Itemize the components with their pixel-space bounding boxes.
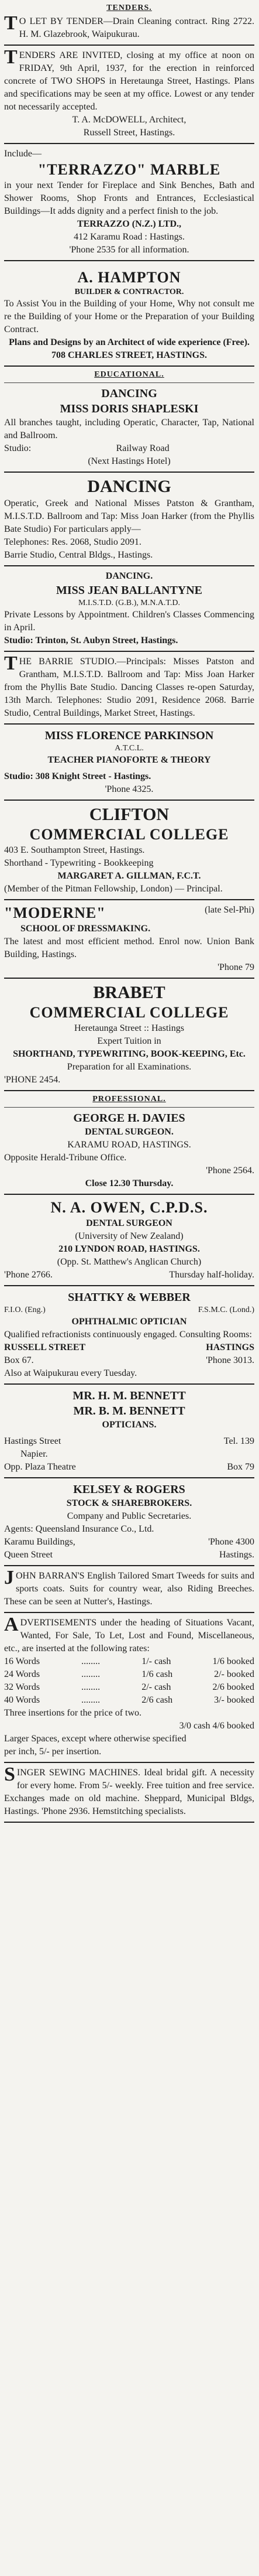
role: OPTICIANS. (102, 1420, 157, 1430)
newspaper-page (0, 4, 259, 2576)
dropcap: T (4, 12, 18, 34)
street: Queen Street (4, 1550, 53, 1560)
divider (4, 1383, 254, 1385)
dropcap: J (4, 1567, 14, 1588)
shapleski-ad (4, 386, 254, 468)
divider (4, 899, 254, 900)
divider (4, 382, 254, 383)
advertisement-rates (4, 1614, 254, 1758)
divider (4, 1822, 254, 1823)
divider (4, 800, 254, 801)
three-insertions-price: 3/0 cash 4/6 booked (179, 1721, 254, 1731)
owen-ad (4, 1198, 254, 1282)
rate-row (4, 1655, 254, 1668)
divider (4, 472, 254, 473)
quals-left: F.I.O. (Eng.) (4, 1306, 46, 1314)
kelsey-ad (4, 1482, 254, 1562)
ad-text: Private Lessons by Appointment. Children's Classes Commencing in April. (4, 610, 254, 633)
divider (4, 1612, 254, 1613)
ad-text: DVERTISEMENTS under the heading of Situations Vacant, Wanted, For Sale, To Let, Lost and Found, Miscellaneous, etc., are inserted at the following rates: (4, 1618, 254, 1653)
ad-text: in your next Tender for Fireplace and Sink Benches, Bath and Shower Rooms, Shop Fronts and Entrances, Ecclesiastical Buildings—It adds dignity and a perfect finish to the job. (4, 180, 254, 216)
expert: Expert Tuition in (97, 1036, 161, 1046)
divider (4, 260, 254, 261)
also: Also at Waipukurau every Tuesday. (4, 1368, 137, 1378)
divider (4, 1090, 254, 1091)
ad-text: Qualified refractionists continuously engaged. Consulting Rooms: (4, 1330, 252, 1340)
subjects: Shorthand - Typewriting - Bookkeeping (4, 858, 154, 868)
divider (4, 1762, 254, 1763)
parkinson-ad (4, 728, 254, 796)
ad-text: Operatic, Greek and National Misses Patston & Grantham, M.I.S.T.D. Ballroom and Tap: Miss Joan Harker (from the Phyllis Bate Studio) For particulars apply— (4, 498, 254, 534)
role: DENTAL SURGEON. (85, 1127, 174, 1137)
phones: Telephones: Res. 2068, Studio 2091. (4, 537, 141, 547)
divider (4, 1285, 254, 1286)
ad-text: INGER SEWING MACHINES. Ideal bridal gift. A necessity for every home. From 5/- weekly. Free tuition and free service. Exchanges made on old machine. Sheppard, Municipal Bldgs, Hastings. 'Phone 2936. Hemstitching specialists. (4, 1768, 254, 1816)
studio: Studio: Trinton, St. Aubyn Street, Hastings. (4, 636, 178, 645)
dropcap: A (4, 1614, 19, 1635)
name: MISS DORIS SHAPLESKI (60, 402, 199, 415)
half: Thursday half-holiday. (169, 1270, 254, 1280)
tenders-heading: TENDERS. (106, 4, 152, 12)
rate-dots: ........ (81, 1669, 101, 1679)
larger-spaces-price: per inch, 5/- per insertion. (4, 1747, 102, 1757)
sub: COMMERCIAL COLLEGE (29, 826, 229, 843)
dropcap: T (4, 652, 18, 674)
barran-ad (4, 1567, 254, 1608)
rate-words: 40 Words (4, 1695, 40, 1705)
address: 403 E. Southampton Street, Hastings. (4, 845, 145, 855)
title: DANCING. (105, 571, 153, 581)
principal: MARGARET A. GILLMAN, F.C.T. (57, 871, 201, 881)
divider (4, 1477, 254, 1478)
divider (4, 1194, 254, 1195)
box: Box 79 (227, 1462, 254, 1472)
rate-price: 1/6 cash (141, 1669, 173, 1679)
name: GEORGE H. DAVIES (73, 1112, 185, 1125)
rate-times: 2/6 booked (212, 1682, 254, 1692)
sub: COMMERCIAL COLLEGE (29, 1004, 229, 1021)
uni: (University of New Zealand) (75, 1231, 184, 1241)
ad-text: The latest and most efficient method. Enrol now. Union Bank Building, Hastings. (4, 937, 254, 959)
plans: Plans and Designs by an Architect of wide experience (Free). (9, 337, 250, 347)
quals-right: F.S.M.C. (Lond.) (198, 1306, 254, 1314)
role: STOCK & SHAREBROKERS. (66, 1498, 192, 1508)
larger-spaces: Larger Spaces, except where otherwise specified (4, 1734, 187, 1744)
quals: M.I.S.T.D. (G.B.), M.N.A.T.D. (78, 599, 181, 607)
rate-dots: ........ (81, 1656, 101, 1666)
hampton-name: A. HAMPTON (77, 269, 181, 286)
opp: Opposite Herald-Tribune Office. (4, 1153, 127, 1163)
ad-text: To Assist You in the Building of your Home, Why not consult me re the Building of your Home or the Preparation of your Building Contract. (4, 299, 254, 334)
divider (4, 723, 254, 725)
rate-times: 1/6 booked (212, 1656, 254, 1666)
city: Napier. (20, 1449, 48, 1459)
phone: 'Phone 79 (217, 962, 254, 972)
educational-heading: EDUCATIONAL. (94, 370, 164, 379)
phone: 'Phone 4325. (105, 784, 154, 794)
terrazzo-title: "TERRAZZO" MARBLE (37, 161, 221, 178)
ballantyne-ad (4, 570, 254, 647)
title: "MODERNE" (4, 904, 106, 921)
studio: Barrie Studio, Central Bldgs., Hastings. (4, 550, 153, 560)
rate-price: 2/6 cash (141, 1695, 173, 1705)
phone: 'Phone 4300 (208, 1537, 254, 1547)
divider (4, 143, 254, 144)
rate-row (4, 1694, 254, 1707)
city: Hastings. (219, 1550, 254, 1560)
patston-ad (4, 476, 254, 562)
moderne-ad (4, 904, 254, 974)
rate-price: 1/- cash (141, 1656, 171, 1666)
divider (4, 1107, 254, 1108)
rate-words: 32 Words (4, 1682, 40, 1692)
ad-text: HE BARRIE STUDIO.—Principals: Misses Patston and Grantham, M.I.S.T.D. Ballroom and Tap: Miss Joan Harker from the Phyllis Bate Studio. Dancing Classes re-open Saturday, 13th March. Telephones: Studio 2091, Residence 2068. Barrie Studio, Central Buildings, Market Street, Hastings. (4, 657, 254, 718)
street: RUSSELL STREET (4, 1342, 86, 1352)
davies-ad (4, 1111, 254, 1190)
title: DANCING (101, 387, 157, 400)
street: Hastings Street (4, 1436, 61, 1446)
tender-ad-shops (4, 46, 254, 139)
address: 708 CHARLES STREET, HASTINGS. (51, 350, 207, 360)
phone: 'Phone 2535 for all information. (69, 245, 189, 255)
name: KELSEY & ROGERS (73, 1483, 185, 1496)
quals: A.T.C.L. (115, 744, 144, 753)
address: Heretaunga Street :: Hastings (74, 1023, 184, 1033)
rate-row (4, 1681, 254, 1694)
divider (4, 45, 254, 46)
divider (4, 978, 254, 979)
divider (4, 651, 254, 652)
hampton-ad (4, 265, 254, 362)
divider (4, 565, 254, 566)
school: SCHOOL OF DRESSMAKING. (20, 924, 151, 934)
studio-label: Studio: (4, 443, 32, 453)
dropcap: S (4, 1764, 15, 1785)
shattky-ad (4, 1290, 254, 1380)
divider (4, 1565, 254, 1566)
close: Close 12.30 Thursday. (85, 1178, 174, 1188)
barrie-studio-ad (4, 652, 254, 720)
role: DENTAL SURGEON (86, 1218, 172, 1228)
bennett-ad (4, 1388, 254, 1474)
name: BRABET (93, 983, 165, 1002)
studio: Railway Road (116, 443, 170, 453)
singer-ad (4, 1764, 254, 1818)
hampton-role: BUILDER & CONTRACTOR. (74, 288, 184, 296)
subject: TEACHER PIANOFORTE & THEORY (47, 755, 211, 765)
name: CLIFTON (89, 805, 170, 824)
phone: 'PHONE 2454. (4, 1075, 61, 1085)
rates-table (4, 1655, 254, 1707)
phone: 'Phone 3013. (206, 1355, 254, 1365)
professional-heading: PROFESSIONAL. (92, 1095, 166, 1103)
address: 412 Karamu Road : Hastings. (74, 232, 185, 242)
name1: MR. H. M. BENNETT (72, 1389, 186, 1402)
address: Russell Street, Hastings. (83, 128, 175, 138)
role: OPHTHALMIC OPTICIAN (71, 1317, 187, 1327)
name: MISS JEAN BALLANTYNE (56, 584, 203, 597)
opp: Opp. Plaza Theatre (4, 1462, 76, 1472)
ad-text: All branches taught, including Operatic, Character, Tap, National and Ballroom. (4, 418, 254, 440)
rate-dots: ........ (81, 1682, 101, 1692)
name: SHATTKY & WEBBER (68, 1291, 191, 1304)
tender-ad-drain-cleaning (4, 12, 254, 41)
phone: 'Phone 2766. (4, 1270, 53, 1280)
dropcap: T (4, 46, 18, 68)
tag: (late Sel-Phi) (205, 905, 254, 915)
name: N. A. OWEN, C.P.D.S. (50, 1199, 208, 1216)
name: MISS FLORENCE PARKINSON (44, 729, 214, 742)
rate-words: 24 Words (4, 1669, 40, 1679)
title: DANCING (87, 477, 171, 496)
company: TERRAZZO (N.Z.) LTD., (77, 219, 182, 229)
ad-text: ENDERS ARE INVITED, closing at my office at noon on FRIDAY, 9th April, 1937, for the erection in reinforced concrete of TWO SHOPS in Heretaunga Street, Hastings. Plans and specifications may be seen at my office. Lowest or any tender not necessarily accepted. (4, 50, 254, 112)
tel: Tel. 139 (223, 1436, 254, 1446)
include-label: Include— (4, 149, 42, 159)
rate-times: 3/- booked (214, 1695, 254, 1705)
box: Box 67. (4, 1355, 34, 1365)
agents: Agents: Queensland Insurance Co., Ltd. (4, 1524, 154, 1534)
member: (Member of the Pitman Fellowship, London) — Principal. (4, 884, 223, 894)
ad-text: O LET BY TENDER—Drain Cleaning contract. Ring 2722. H. M. Glazebrook, Waipukurau. (19, 16, 254, 39)
signer: T. A. McDOWELL, Architect, (72, 115, 187, 125)
sub: Company and Public Secretaries. (67, 1511, 192, 1521)
prep: Preparation for all Examinations. (67, 1062, 192, 1072)
phone: 'Phone 2564. (206, 1166, 254, 1176)
city: HASTINGS (206, 1342, 254, 1352)
three-insertions: Three insertions for the price of two. (4, 1708, 142, 1718)
divider (4, 365, 254, 367)
rate-row (4, 1668, 254, 1681)
studio2: (Next Hastings Hotel) (88, 456, 171, 466)
studio: Studio: 308 Knight Street - Hastings. (4, 771, 151, 781)
clifton-ad (4, 804, 254, 896)
address: KARAMU ROAD, HASTINGS. (67, 1140, 191, 1150)
address: 210 LYNDON ROAD, HASTINGS. (58, 1244, 200, 1254)
opp: (Opp. St. Matthew's Anglican Church) (57, 1257, 202, 1267)
ad-text: OHN BARRAN'S English Tailored Smart Tweeds for suits and sports coats. Suits for country wear, also Riding Breeches. These can be seen at Nutter's, Hastings. (4, 1571, 254, 1607)
rate-dots: ........ (81, 1695, 101, 1705)
subjects: SHORTHAND, TYPEWRITING, BOOK-KEEPING, Etc. (13, 1049, 246, 1059)
rate-times: 2/- booked (214, 1669, 254, 1679)
name2: MR. B. M. BENNETT (73, 1405, 185, 1417)
terrazzo-ad (4, 148, 254, 257)
brabet-ad (4, 982, 254, 1087)
rate-price: 2/- cash (141, 1682, 171, 1692)
rate-words: 16 Words (4, 1656, 40, 1666)
bldg: Karamu Buildings, (4, 1537, 75, 1547)
